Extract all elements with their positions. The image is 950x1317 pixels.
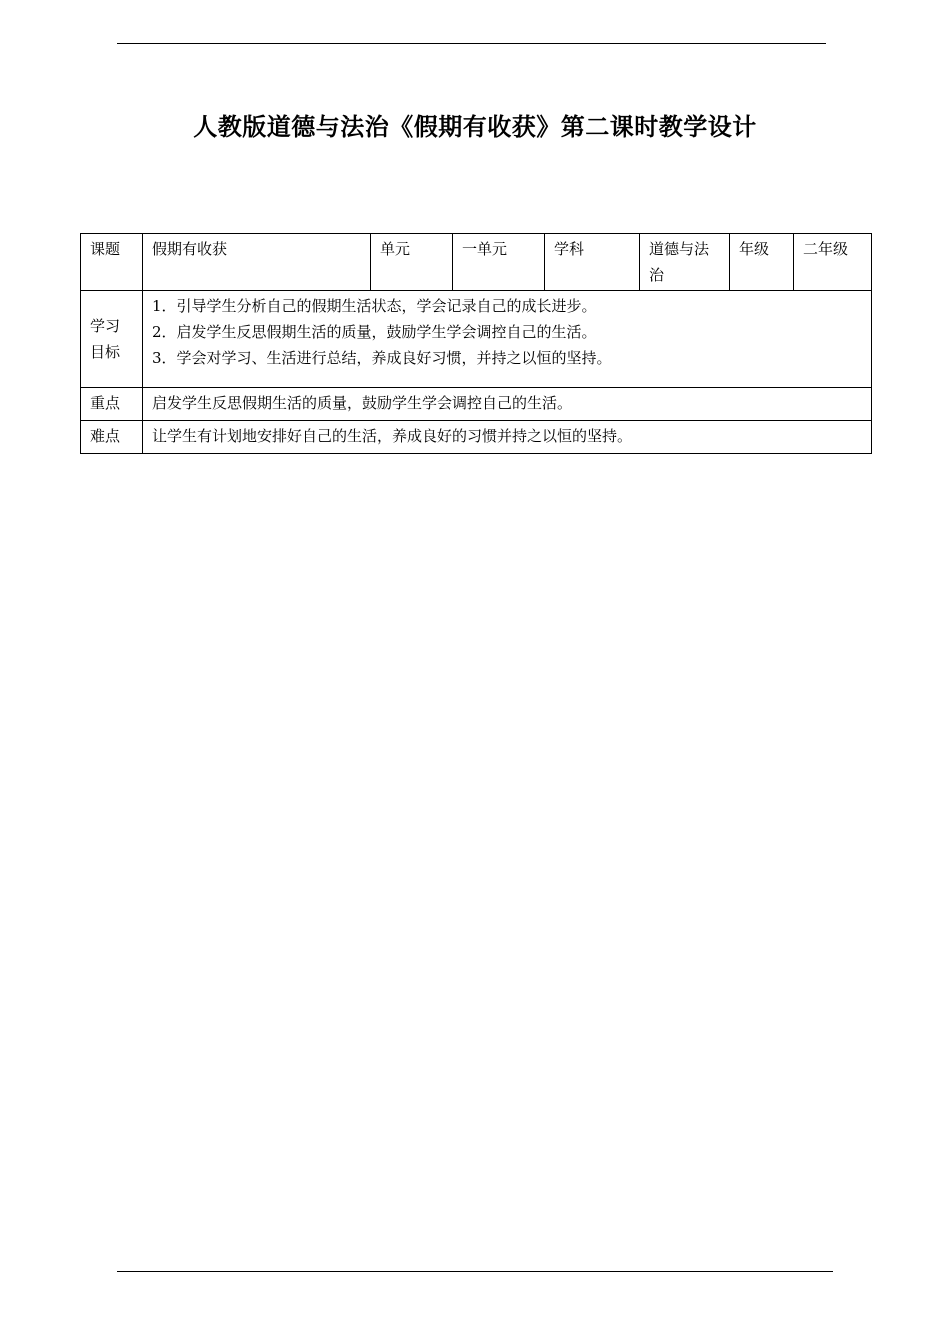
subject-value: 道德与法治 bbox=[640, 234, 730, 291]
goal-item: 3．学会对学习、生活进行总结，养成良好习惯，并持之以恒的坚持。 bbox=[152, 349, 612, 367]
topic-value: 假期有收获 bbox=[143, 234, 371, 291]
grade-value: 二年级 bbox=[794, 234, 872, 291]
key-point-label: 重点 bbox=[81, 388, 143, 421]
header-rule bbox=[117, 43, 826, 44]
document-title: 人教版道德与法治《假期有收获》第二课时教学设计 bbox=[193, 113, 757, 141]
key-point-row bbox=[81, 388, 872, 421]
goal-item: 1．引导学生分析自己的假期生活状态，学会记录自己的成长进步。 bbox=[152, 297, 597, 315]
subject-label: 学科 bbox=[545, 234, 640, 291]
info-row bbox=[81, 234, 872, 291]
topic-label: 课题 bbox=[81, 234, 143, 291]
lesson-plan-table bbox=[80, 233, 872, 454]
unit-value: 一单元 bbox=[453, 234, 545, 291]
goals-label: 学习目标 bbox=[81, 291, 143, 388]
grade-label: 年级 bbox=[730, 234, 794, 291]
footer-rule bbox=[117, 1271, 833, 1272]
unit-label: 单元 bbox=[371, 234, 453, 291]
goals-list bbox=[143, 291, 872, 388]
goal-item: 2．启发学生反思假期生活的质量，鼓励学生学会调控自己的生活。 bbox=[152, 323, 597, 341]
key-point-text: 启发学生反思假期生活的质量，鼓励学生学会调控自己的生活。 bbox=[143, 388, 872, 421]
difficulty-label: 难点 bbox=[81, 421, 143, 454]
difficulty-text: 让学生有计划地安排好自己的生活，养成良好的习惯并持之以恒的坚持。 bbox=[143, 421, 872, 454]
goals-row bbox=[81, 291, 872, 388]
difficulty-row bbox=[81, 421, 872, 454]
